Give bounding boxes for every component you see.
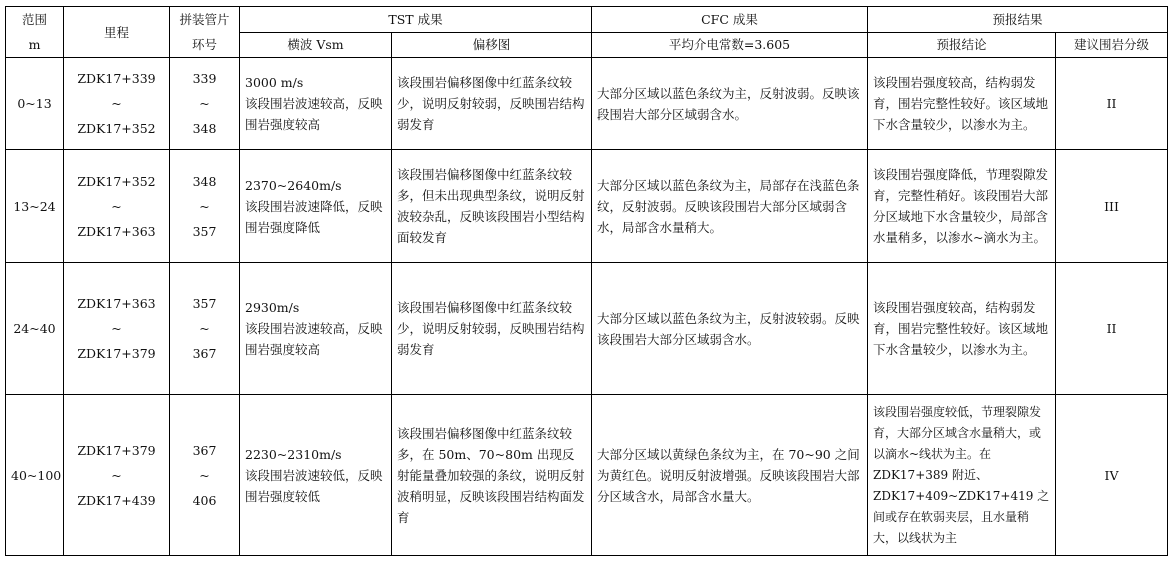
wave-cell: 2930m/s 该段围岩波速较高，反映围岩强度较高 bbox=[240, 262, 392, 394]
range-cell: 24~40 bbox=[6, 262, 64, 394]
header-tst-migration: 偏移图 bbox=[392, 32, 592, 58]
migration-cell: 该段围岩偏移图像中红蓝条纹较多，但未出现典型条纹，说明反射波较杂乱，反映该段围岩小型结构面较发育 bbox=[392, 150, 592, 262]
header-tst-wave: 横波 Vsm bbox=[240, 32, 392, 58]
migration-cell: 该段围岩偏移图像中红蓝条纹较多，在 50m、70~80m 出现反射能量叠加较强的条纹，说明反射波稍明显，反映该段围岩结构面发育 bbox=[392, 395, 592, 556]
ring-cell: 367 ~ 406 bbox=[170, 395, 240, 556]
table-row bbox=[6, 58, 1168, 150]
table-row bbox=[6, 150, 1168, 262]
migration-cell: 该段围岩偏移图像中红蓝条纹较少，说明反射较弱，反映围岩结构弱发育 bbox=[392, 58, 592, 150]
migration-cell: 该段围岩偏移图像中红蓝条纹较少，说明反射较弱，反映围岩结构弱发育 bbox=[392, 262, 592, 394]
forecast-table bbox=[5, 6, 1168, 556]
header-segment-ring: 拼装管片 环号 bbox=[170, 7, 240, 58]
grade-cell: IV bbox=[1056, 395, 1168, 556]
cfc-cell: 大部分区域以蓝色条纹为主，局部存在浅蓝色条纹，反射波弱。反映该段围岩大部分区域弱含水，局部含水量稍大。 bbox=[592, 150, 868, 262]
conclusion-cell: 该段围岩强度较高，结构弱发育，围岩完整性较好。该区域地下水含量较少，以渗水为主。 bbox=[868, 58, 1056, 150]
mileage-cell: ZDK17+363 ~ ZDK17+379 bbox=[64, 262, 170, 394]
conclusion-cell: 该段围岩强度降低，节理裂隙发育，完整性稍好。该段围岩大部分区域地下水含量较少，局部含水量稍多，以渗水~滴水为主。 bbox=[868, 150, 1056, 262]
range-cell: 13~24 bbox=[6, 150, 64, 262]
header-cfc-sub: 平均介电常数=3.605 bbox=[592, 32, 868, 58]
mileage-cell: ZDK17+339 ~ ZDK17+352 bbox=[64, 58, 170, 150]
mileage-cell: ZDK17+379 ~ ZDK17+439 bbox=[64, 395, 170, 556]
header-cfc-group: CFC 成果 bbox=[592, 7, 868, 33]
ring-cell: 339 ~ 348 bbox=[170, 58, 240, 150]
grade-cell: II bbox=[1056, 262, 1168, 394]
range-cell: 40~100 bbox=[6, 395, 64, 556]
wave-cell: 2370~2640m/s 该段围岩波速降低，反映围岩强度降低 bbox=[240, 150, 392, 262]
header-forecast-group: 预报结果 bbox=[868, 7, 1168, 33]
table-row bbox=[6, 262, 1168, 394]
range-cell: 0~13 bbox=[6, 58, 64, 150]
wave-cell: 3000 m/s 该段围岩波速较高，反映围岩强度较高 bbox=[240, 58, 392, 150]
table-row bbox=[6, 395, 1168, 556]
header-row-1 bbox=[6, 7, 1168, 33]
ring-cell: 357 ~ 367 bbox=[170, 262, 240, 394]
conclusion-cell: 该段围岩强度较高，结构弱发育，围岩完整性较好。该区域地下水含量较少，以渗水为主。 bbox=[868, 262, 1056, 394]
wave-cell: 2230~2310m/s 该段围岩波速较低，反映围岩强度较低 bbox=[240, 395, 392, 556]
header-forecast-conclusion: 预报结论 bbox=[868, 32, 1056, 58]
grade-cell: III bbox=[1056, 150, 1168, 262]
mileage-cell: ZDK17+352 ~ ZDK17+363 bbox=[64, 150, 170, 262]
cfc-cell: 大部分区域以蓝色条纹为主，反射波弱。反映该段围岩大部分区域弱含水。 bbox=[592, 58, 868, 150]
header-range: 范围 m bbox=[6, 7, 64, 58]
header-mileage: 里程 bbox=[64, 7, 170, 58]
conclusion-cell: 该段围岩强度较低，节理裂隙发育，大部分区域含水量稍大，或以滴水~线状为主。在 ZDK17+389 附近、ZDK17+409~ZDK17+419 之间或存在软弱夹层，且水量稍大，以线状为主 bbox=[868, 395, 1056, 556]
grade-cell: II bbox=[1056, 58, 1168, 150]
ring-cell: 348 ~ 357 bbox=[170, 150, 240, 262]
cfc-cell: 大部分区域以蓝色条纹为主，反射波较弱。反映该段围岩大部分区域弱含水。 bbox=[592, 262, 868, 394]
cfc-cell: 大部分区域以黄绿色条纹为主，在 70~90 之间为黄红色。说明反射波增强。反映该段围岩大部分区域含水，局部含水量大。 bbox=[592, 395, 868, 556]
header-forecast-grade: 建议围岩分级 bbox=[1056, 32, 1168, 58]
header-tst-group: TST 成果 bbox=[240, 7, 592, 33]
